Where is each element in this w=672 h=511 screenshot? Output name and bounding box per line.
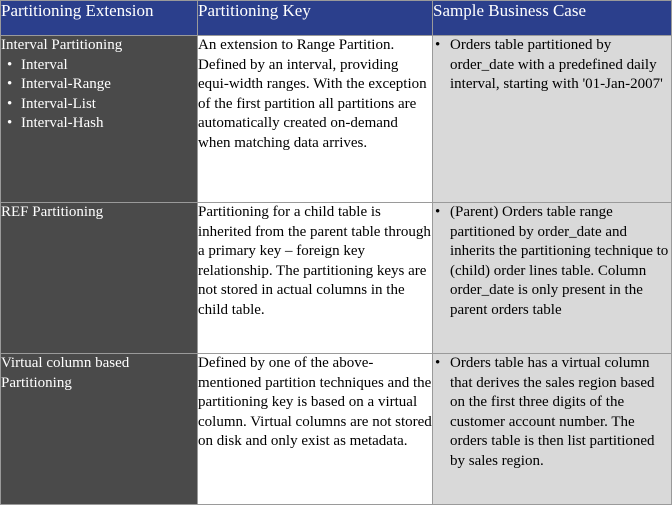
key-cell [198,203,433,354]
case-cell [433,354,672,505]
extension-cell [1,203,198,354]
list-item: • Interval-List [1,95,197,115]
case-text: • Orders table partitioned by order_date with a predefined daily interval, starting with '01-Jan-2007' [433,36,671,95]
table-row [1,203,672,354]
extension-title: Interval Partitioning [1,37,123,53]
table-row [1,354,672,505]
list-item: • Interval [1,56,197,76]
key-cell [198,354,433,505]
header-partitioning-key: Partitioning Key [198,1,433,36]
extension-cell [1,354,198,505]
key-text: An extension to Range Partition. Defined by an interval, providing equi-width ranges. With the exception of the first partition all partitions are automatically created on-demand when matching data arrives. [198,37,427,151]
case-text: • (Parent) Orders table range partitioned by order_date and inherits the partitioning technique to (child) order lines table. Column order_date is only present in the parent orders table [433,203,671,321]
case-cell [433,36,672,203]
header-sample-business-case: Sample Business Case [433,1,672,36]
header-row [1,1,672,36]
case-text: • Orders table has a virtual column that derives the sales region based on the first three digits of the customer account number. The orders table is then list partitioned by sales region. [433,354,671,472]
extension-title: Virtual column based Partitioning [1,355,130,391]
extension-title: REF Partitioning [1,204,104,220]
header-partitioning-extension: Partitioning Extension [1,1,198,36]
table-row [1,36,672,203]
list-item: • Interval-Range [1,75,197,95]
extension-cell [1,36,198,203]
list-item: • Interval-Hash [1,114,197,134]
key-cell [198,36,433,203]
key-text: Partitioning for a child table is inherited from the parent table through a primary key – foreign key relationship. The partitioning keys are not stored in actual columns in the child table. [198,204,431,318]
case-cell [433,203,672,354]
extension-subitems [1,56,197,134]
key-text: Defined by one of the above-mentioned partition techniques and the partitioning key is based on a virtual column. Virtual columns are not stored on disk and only exist as metadata. [198,355,432,450]
